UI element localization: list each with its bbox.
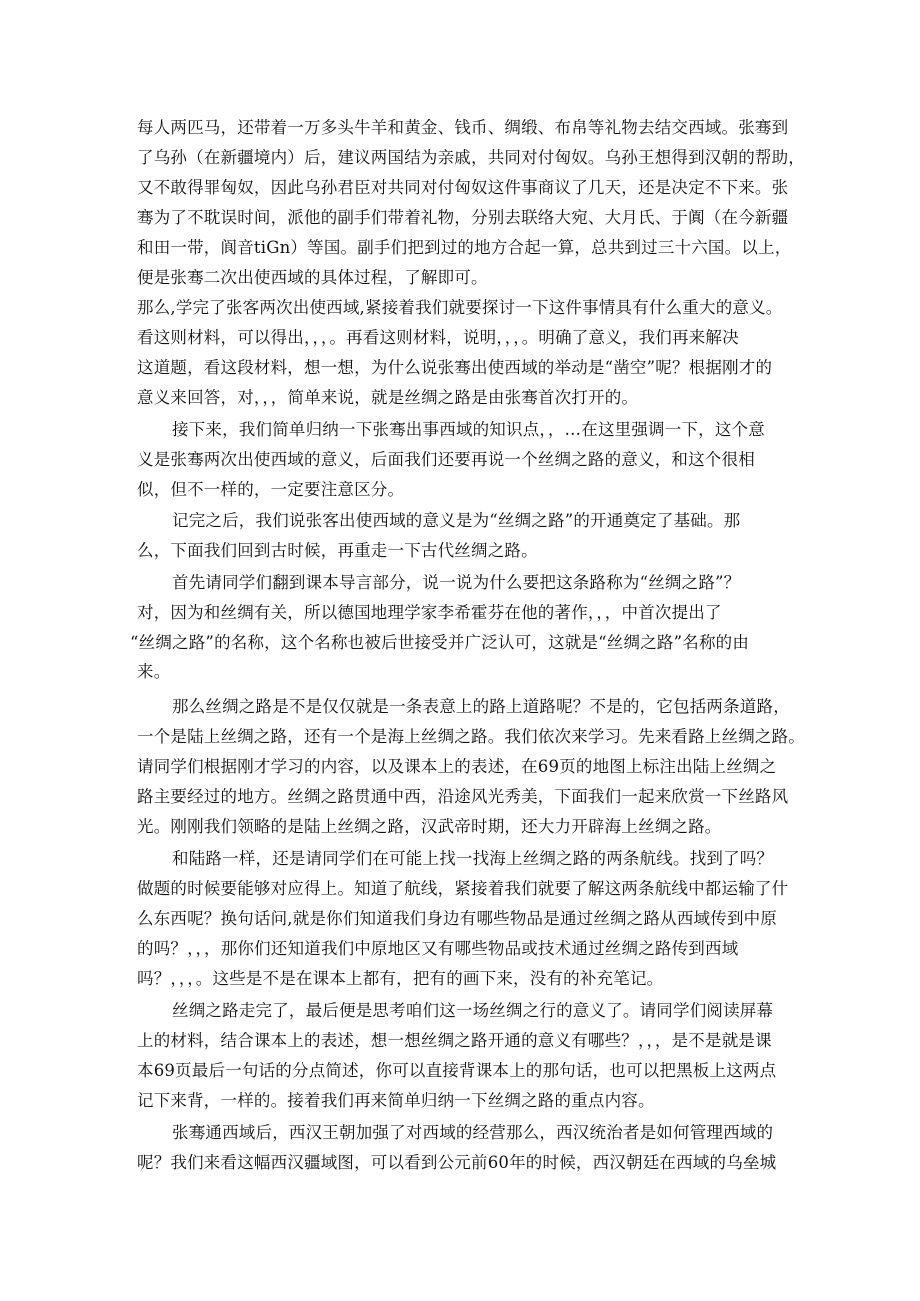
text-line: 骞为了不耽误时间，派他的副手们带着礼物，分别去联络大宛、大月氏、于阗（在今新疆	[137, 208, 789, 227]
text-line: 一个是陆上丝绸之路，还有一个是海上丝绸之路。我们依次来学习。先来看路上丝绸之路。	[137, 727, 805, 746]
text-line: 吗？，，，。这些是不是在课本上都有，把有的画下来，没有的补充笔记。	[137, 969, 664, 988]
text-line: 记下来背，一样的。接着我们再来简单归纳一下丝绸之路的重点内容。	[137, 1091, 655, 1110]
text-line: 每人两匹马，还带着一万多头牛羊和黄金、钱币、绸缎、布帛等礼物去结交西域。张骞到	[137, 118, 789, 137]
text-line: 光。刚刚我们领略的是陆上丝绸之路，汉武帝时期，还大力开辟海上丝绸之路。	[137, 817, 722, 836]
text-line: 来。	[137, 662, 171, 681]
text-line: 本69页最后一句话的分点简述，你可以直接背课本上的那句话，也可以把黑板上这两点	[137, 1061, 777, 1080]
text-line: 了乌孙（在新疆境内）后，建议两国结为亲戚，共同对付匈奴。乌孙王想得到汉朝的帮助，	[137, 148, 805, 167]
text-line: 似，但不一样的，一定要注意区分。	[137, 480, 405, 499]
text-line: 这道题，看这段材料，想一想，为什么说张骞出使西域的举动是“凿空”呢？根据刚才的	[137, 358, 773, 377]
text-line: 那么丝绸之路是不是仅仅就是一条表意上的路上道路呢？不是的，它包括两条道路，	[172, 697, 790, 716]
text-line: 上的材料，结合课本上的表述，想一想丝绸之路开通的意义有哪些？，，，是不是就是课	[137, 1031, 772, 1050]
text-line: 请同学们根据刚才学习的内容，以及课本上的表述，在69页的地图上标注出陆上丝绸之	[137, 757, 777, 776]
text-line: “丝绸之路”的名称，这个名称也被后世接受并广泛认可，这就是“丝绸之路”名称的由	[130, 633, 750, 652]
text-line: 看这则材料，可以得出，，，。再看这则材料，说明，，，。明确了意义，我们再来解决	[137, 328, 739, 347]
text-line: 义是张骞两次出使西域的意义，后面我们还要再说一个丝绸之路的意义，和这个很相	[137, 450, 755, 469]
text-line: 对，因为和丝绸有关，所以德国地理学家李希霍芬在他的著作，，，中首次提出了	[137, 603, 722, 622]
text-line: 记完之后，我们说张客出使西域的意义是为“丝绸之路”的开通奠定了基础。那	[172, 511, 741, 530]
text-line: 意义来回答，对，，，简单来说，就是丝绸之路是由张骞首次打开的。	[137, 388, 639, 407]
text-line: 呢？我们来看这幅西汉疆域图，可以看到公元前60年的时候，西汉朝廷在西域的乌垒城	[137, 1153, 777, 1172]
text-line: 么东西呢？换句话问,就是你们知道我们身边有哪些物品是通过丝绸之路从西域传到中原	[137, 909, 778, 928]
text-line: 首先请同学们翻到课本导言部分，说一说为什么要把这条路称为“丝绸之路”？	[172, 573, 741, 592]
text-line: 又不敢得罪匈奴，因此乌孙君臣对共同对付匈奴这件事商议了几天，还是决定不下来。张	[137, 178, 789, 197]
text-line: 张骞通西域后，西汉王朝加强了对西域的经营那么，西汉统治者是如何管理西域的	[172, 1123, 774, 1142]
text-line: 和田一带，阆音tiGn）等国。副手们把到过的地方合起一算，总共到过三十六国。以上，	[137, 238, 792, 257]
text-line: 路主要经过的地方。丝绸之路贯通中西，沿途风光秀美，下面我们一起来欣赏一下丝路风	[137, 787, 789, 806]
text-line: 和陆路一样，还是请同学们在可能上找一找海上丝绸之路的两条航线。找到了吗？	[172, 849, 774, 868]
text-line: 么，下面我们回到古时候，再重走一下古代丝绸之路。	[137, 541, 538, 560]
text-line: 丝绸之路走完了，最后便是思考咱们这一场丝绸之行的意义了。请同学们阅读屏幕	[172, 1001, 774, 1020]
text-line: 的吗？，，，那你们还知道我们中原地区又有哪些物品或技术通过丝绸之路传到西域	[137, 939, 739, 958]
text-line: 做题的时候要能够对应得上。知道了航线，紧接着我们就要了解这两条航线中都运输了什	[137, 879, 789, 898]
text-line: 那么,学完了张客两次出使西域,紧接着我们就要探讨一下这件事情具有什么重大的意义。	[137, 298, 783, 317]
text-line: 接下来，我们简单归纳一下张骞出事西域的知识点，，…在这里强调一下，这个意	[172, 420, 765, 439]
text-line: 便是张骞二次出使西域的具体过程，了解即可。	[137, 268, 488, 287]
